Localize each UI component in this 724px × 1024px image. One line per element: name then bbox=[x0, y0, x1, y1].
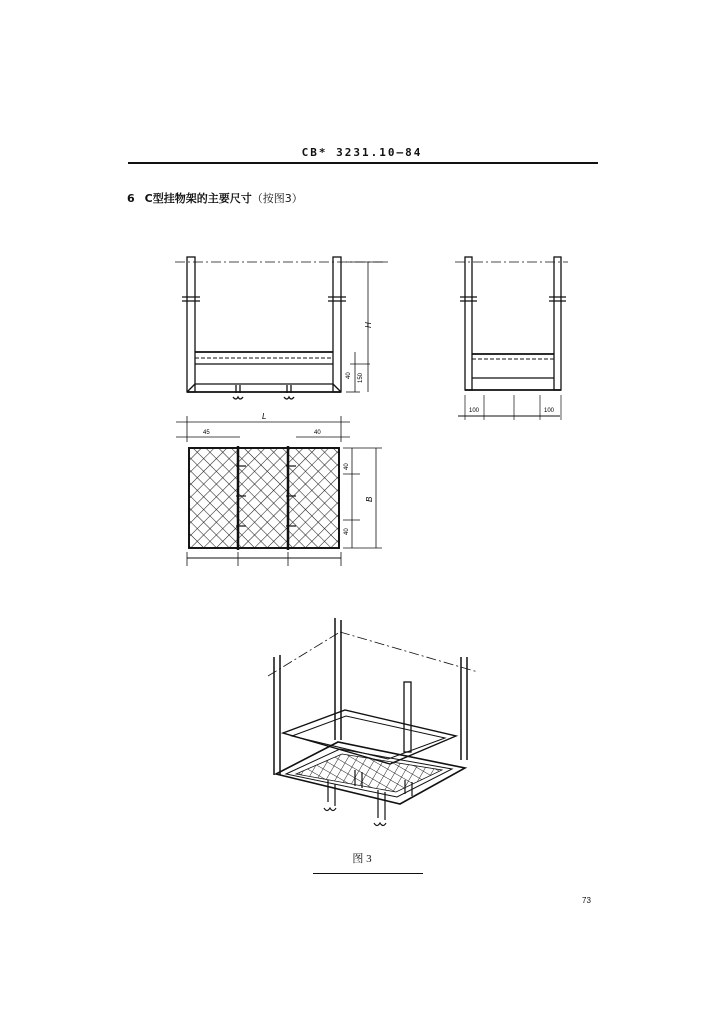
dim-L: L bbox=[262, 412, 267, 421]
dim-H: H bbox=[364, 322, 373, 328]
dim-150: 150 bbox=[358, 372, 364, 383]
dim-40-upper: 40 bbox=[344, 463, 350, 470]
dim-B: B bbox=[365, 496, 374, 502]
caption-rule bbox=[313, 873, 423, 874]
dim-40-lower: 40 bbox=[344, 528, 350, 535]
side-view bbox=[455, 257, 568, 420]
section-number: 6 bbox=[127, 192, 135, 205]
front-view bbox=[175, 257, 388, 399]
dim-40-front: 40 bbox=[346, 372, 352, 379]
perspective-view bbox=[268, 618, 478, 826]
dim-40-top: 40 bbox=[314, 430, 321, 436]
top-view bbox=[176, 416, 382, 566]
page-number: 73 bbox=[582, 896, 591, 905]
section-ref: （按图3） bbox=[251, 192, 303, 205]
dim-100-left: 100 bbox=[469, 408, 480, 414]
section-title: C型挂物架的主要尺寸 bbox=[144, 192, 252, 205]
dim-100-right: 100 bbox=[544, 408, 555, 414]
figure-caption: 图 3 bbox=[352, 853, 372, 865]
standard-code: CB* 3231.10—84 bbox=[301, 146, 423, 159]
dim-45: 45 bbox=[203, 430, 210, 436]
